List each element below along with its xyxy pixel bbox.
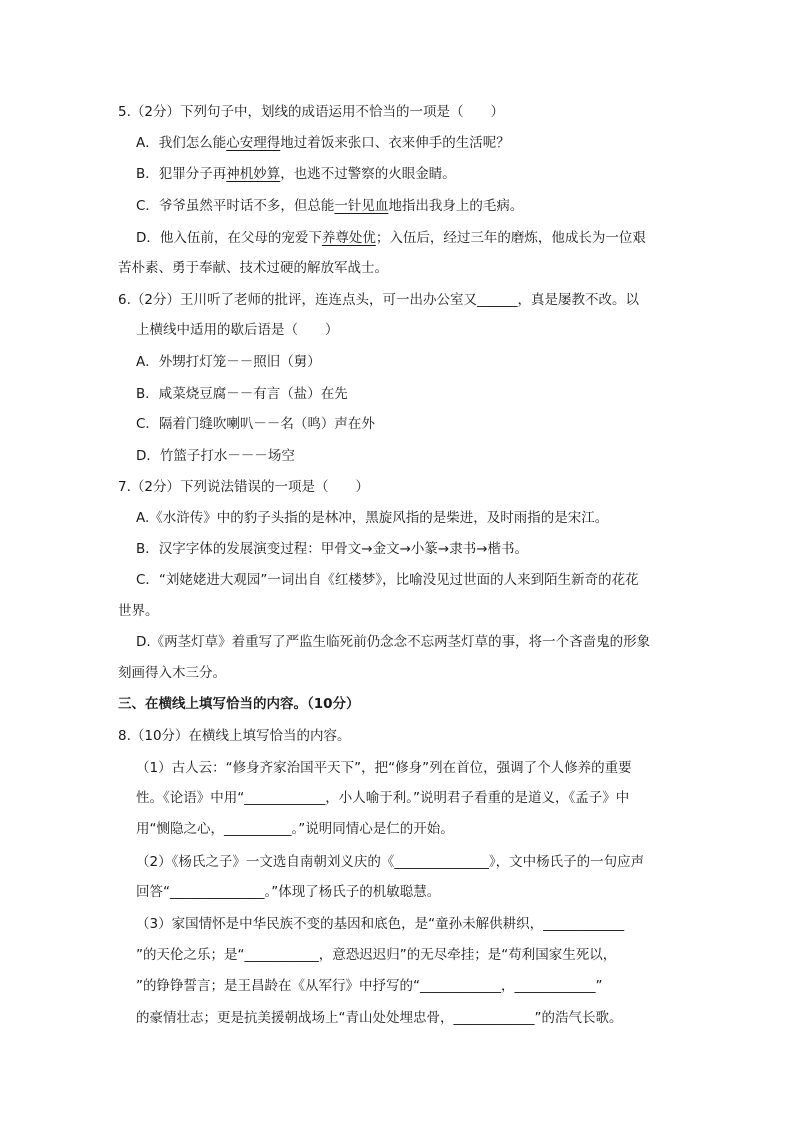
q5-c-post: 地指出我身上的毛病。 xyxy=(388,198,524,214)
q6-stem-line2: 上横线中适用的歇后语是（ ） xyxy=(136,322,339,338)
q6-option-d: D．竹篮子打水－－－场空 xyxy=(136,448,295,464)
q8-part3-line2: ”的天伦之乐；是“___________，意恐迟迟归”的无尽牵挂；是“苟利国家生死以， xyxy=(136,947,617,963)
q7-option-c: C．“刘姥姥进大观园”一词出自《红楼梦》，比喻没见过世面的人来到陌生新奇的花花 xyxy=(136,572,639,588)
q5-d-idiom: 养尊处优 xyxy=(321,230,376,246)
q7-option-d: D.《两茎灯草》着重写了严监生临死前仍念念不忘两茎灯草的事，将一个吝啬鬼的形象 xyxy=(136,634,651,650)
q5-option-b xyxy=(136,164,456,184)
q7-stem: 7.（2分）下列说法错误的一项是（ ） xyxy=(118,479,369,495)
q5-option-c xyxy=(136,196,523,216)
q5-b-post: ，也逃不过警察的火眼金睛。 xyxy=(280,166,456,182)
q5-stem: 5.（2分）下列句子中，划线的成语运用不恰当的一项是（ ） xyxy=(118,104,504,120)
q5-c-pre: C．爷爷虽然平时话不多，但总能 xyxy=(136,198,335,214)
q8-part2-line2: 回答“______________。”体现了杨氏子的机敏聪慧。 xyxy=(136,884,441,900)
q5-b-idiom: 神机妙算 xyxy=(226,166,281,182)
q8-part1-line3: 用“恻隐之心，__________。”说明同情心是仁的开始。 xyxy=(136,821,454,837)
q5-option-d xyxy=(136,228,646,248)
q7-option-a: A.《水浒传》中的豹子头指的是林冲，黑旋风指的是柴进，及时雨指的是宋江。 xyxy=(136,510,609,526)
q6-stem-line1: 6.（2分）王川听了老师的批评，连连点头，可一出办公室又______，真是屡教不改。以 xyxy=(118,292,639,308)
q5-d-post: ；入伍后，经过三年的磨炼，他成长为一位艰 xyxy=(375,230,646,246)
q6-option-b: B．咸菜烧豆腐－－有言（盐）在先 xyxy=(136,386,348,402)
q8-stem: 8.（10分）在横线上填写恰当的内容。 xyxy=(118,728,351,744)
q5-a-post: 地过着饭来张口、衣来伸手的生活呢？ xyxy=(280,135,510,151)
q5-a-pre: A．我们怎么能 xyxy=(136,135,227,151)
q8-part3-line1: （3）家国情怀是中华民族不变的基因和底色，是“童孙未解供耕织，____________ xyxy=(136,916,625,932)
q5-d-pre: D．他入伍前，在父母的宠爱下 xyxy=(136,230,322,246)
q8-part1-line2: 性。《论语》中用“____________，小人喻于利。”说明君子看重的是道义，《孟子》中 xyxy=(136,790,630,806)
q8-part3-line4: 的豪情壮志；更是抗美援朝战场上“青山处处埋忠骨，____________”的浩气长歌。 xyxy=(136,1010,623,1026)
q5-b-pre: B．犯罪分子再 xyxy=(136,166,227,182)
section-3-title: 三、在横线上填写恰当的内容。（10分） xyxy=(118,696,360,712)
q5-option-a xyxy=(136,133,510,153)
q6-option-c: C．隔着门缝吹喇叭－－名（鸣）声在外 xyxy=(136,416,375,432)
q8-part2-line1: （2）《杨氏之子》一文选自南朝刘义庆的《______________》，文中杨氏子的一句应声 xyxy=(136,854,645,870)
q7-option-d-cont: 刻画得入木三分。 xyxy=(118,665,226,681)
q5-option-d-cont: 苦朴素、勇于奉献、技术过硬的解放军战士。 xyxy=(118,260,388,276)
q8-part1-line1: （1）古人云：“修身齐家治国平天下”，把“修身”列在首位，强调了个人修养的重要 xyxy=(136,760,632,776)
q7-option-c-cont: 世界。 xyxy=(118,603,159,619)
q6-option-a: A．外甥打灯笼－－照旧（舅） xyxy=(136,354,321,370)
q7-option-b: B．汉字字体的发展演变过程：甲骨文→金文→小篆→隶书→楷书。 xyxy=(136,541,529,557)
q8-part3-line3: ”的铮铮誓言；是王昌龄在《从军行》中抒写的“____________，____________” xyxy=(136,978,603,994)
q5-a-idiom: 心安理得 xyxy=(226,135,281,151)
q5-c-idiom: 一针见血 xyxy=(334,198,389,214)
